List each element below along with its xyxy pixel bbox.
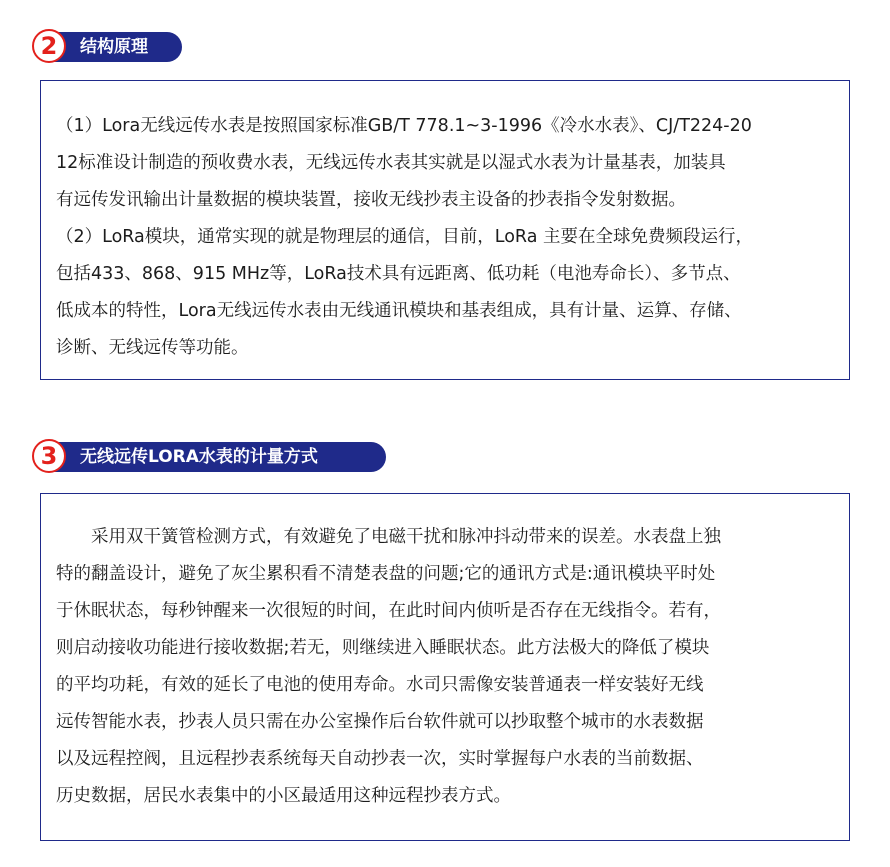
text-line: 12标准设计制造的预收费水表，无线远传水表其实就是以湿式水表为计量基表，加装具 — [56, 153, 726, 173]
section-header-structure — [32, 29, 182, 65]
text-line: 特的翻盖设计，避免了灰尘累积看不清楚表盘的问题;它的通讯方式是:通讯模块平时处 — [56, 564, 716, 584]
text-line: 于休眠状态，每秒钟醒来一次很短的时间，在此时间内侦听是否存在无线指令。若有， — [56, 601, 721, 621]
text-line: 的平均功耗，有效的延长了电池的使用寿命。水司只需像安装普通表一样安装好无线 — [56, 675, 704, 695]
section-title: 无线远传LORA水表的计量方式 — [80, 447, 318, 467]
text-line: 低成本的特性，Lora无线远传水表由无线通讯模块和基表组成，具有计量、运算、存储、 — [56, 301, 742, 321]
section-number-badge: 3 — [32, 439, 66, 473]
text-line: 则启动接收功能进行接收数据;若无，则继续进入睡眠状态。此方法极大的降低了模块 — [56, 638, 710, 658]
text-line: 以及远程控阀，且远程抄表系统每天自动抄表一次，实时掌握每户水表的当前数据、 — [56, 749, 704, 769]
content-box-structure — [40, 80, 850, 380]
section-title: 结构原理 — [80, 37, 148, 57]
text-line: 采用双干簧管检测方式，有效避免了电磁干扰和脉冲抖动带来的误差。水表盘上独 — [91, 527, 721, 547]
text-line: 历史数据，居民水表集中的小区最适用这种远程抄表方式。 — [56, 786, 511, 806]
text-line: （2）LoRa模块，通常实现的就是物理层的通信，目前，LoRa 主要在全球免费频段运行， — [56, 227, 753, 247]
section-number-badge: 2 — [32, 29, 66, 63]
text-line: （1）Lora无线远传水表是按照国家标准GB/T 778.1~3-1996《冷水水表》、CJ/T224-20 — [56, 116, 752, 136]
text-line: 包括433、868、915 MHz等，LoRa技术具有远距离、低功耗（电池寿命长）、多节点、 — [56, 264, 741, 284]
section-header-metering — [32, 439, 392, 475]
content-box-metering — [40, 493, 850, 841]
text-line: 远传智能水表，抄表人员只需在办公室操作后台软件就可以抄取整个城市的水表数据 — [56, 712, 704, 732]
text-line: 诊断、无线远传等功能。 — [56, 338, 249, 358]
paragraph-structure — [56, 108, 753, 367]
paragraph-metering — [56, 519, 721, 815]
text-line: 有远传发讯输出计量数据的模块装置，接收无线抄表主设备的抄表指令发射数据。 — [56, 190, 686, 210]
